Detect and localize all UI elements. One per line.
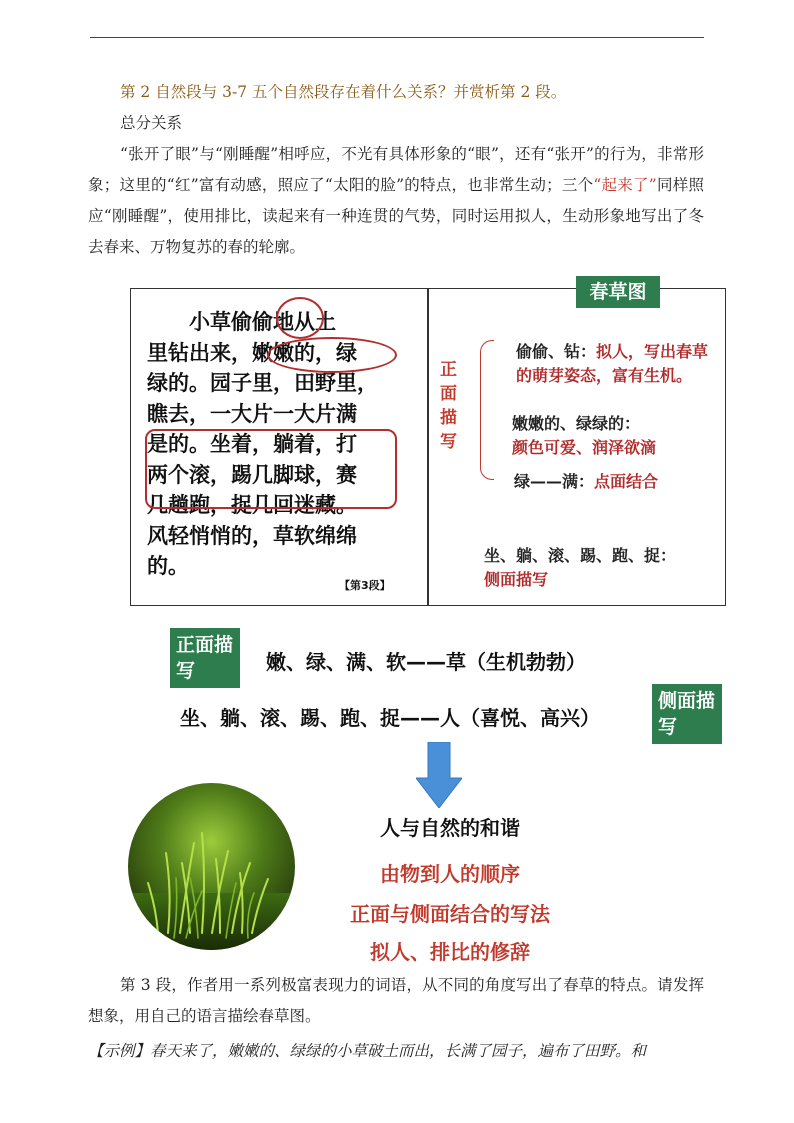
item1 xyxy=(516,340,716,388)
side-words: 坐、躺、滚、踢、跑、捉： xyxy=(484,546,677,565)
poem-line: 绿的。园子里，田野里， xyxy=(147,370,378,395)
poem-line: 小草偷偷地从土 xyxy=(147,309,336,334)
highlight-box xyxy=(145,429,397,509)
grass-photo xyxy=(128,783,295,950)
item2-note: 颜色可爱、润泽欲滴 xyxy=(512,438,657,457)
side-note: 侧面描写 xyxy=(484,570,549,589)
poem-line: 几趟跑，捉几回迷藏。 xyxy=(147,492,357,517)
poem-tag: 【第3段】 xyxy=(339,579,391,592)
item3 xyxy=(514,470,714,494)
item1-words: 偷偷、钻： xyxy=(516,342,597,361)
example-paragraph: 【示例】春天来了，嫩嫩的、绿绿的小草破土而出，长满了园子，遍布了田野。和 xyxy=(88,1042,647,1060)
summary-row-grass: 嫩、绿、满、软——草（生机勃勃） xyxy=(266,650,586,674)
side-item xyxy=(484,544,714,592)
highlight-circle xyxy=(276,297,324,339)
harmony-heading: 人与自然的和谐 xyxy=(380,816,520,840)
side-badge: 侧面描写 xyxy=(652,684,722,744)
analysis-part2: 同样照应“刚睡醒”，使用排比，读起来有一种连贯的气势，同时运用拟人，生动形象地写出了冬去春来、万物复苏的春的轮廓。 xyxy=(88,176,704,256)
analysis-paragraph xyxy=(88,139,704,263)
poem-line: 风轻悄悄的，草软绵绵 xyxy=(147,522,357,548)
front-badge: 正面描写 xyxy=(170,628,240,688)
front-description-label: 正面描写 xyxy=(440,360,457,452)
poem-line: 两个滚，踢几脚球，赛 xyxy=(147,461,357,487)
down-arrow-icon xyxy=(416,742,462,808)
point-method: 正面与侧面结合的写法 xyxy=(350,902,550,926)
poem-line: 里钻出来，嫩嫩的，绿 xyxy=(147,339,357,365)
point-order: 由物到人的顺序 xyxy=(380,862,520,886)
table-divider xyxy=(427,289,429,605)
poem-line: 的。 xyxy=(147,553,189,578)
question-text: 第 2 自然段与 3-7 五个自然段存在着什么关系？并赏析第 2 段。 xyxy=(120,83,567,101)
item3-note: 点面结合 xyxy=(594,472,659,491)
poem-line: 瞧去，一大片一大片满 xyxy=(147,400,357,426)
task-paragraph: 第 3 段，作者用一系列极富表现力的词语，从不同的角度写出了春草的特点。请发挥想象，用自己的语言描绘春草图。 xyxy=(88,976,704,1025)
analysis-part1: “张开了眼”与“刚睡醒”相呼应，不光有具体形象的“眼”，还有“张开”的行为，非常形象；这里的“红”富有动感，照应了“太阳的脸”的特点，也非常生动；三个 xyxy=(88,145,704,194)
point-rhetoric: 拟人、排比的修辞 xyxy=(370,940,530,964)
highlight-ellipse xyxy=(267,337,397,373)
header-rule xyxy=(90,37,704,38)
item2 xyxy=(512,412,712,460)
item2-words: 嫩嫩的、绿绿的： xyxy=(512,414,641,433)
answer-label: 总分关系 xyxy=(120,114,183,132)
brace-shape xyxy=(480,340,494,480)
poem-line: 是的。坐着，躺着，打 xyxy=(147,431,357,456)
spring-grass-title: 春草图 xyxy=(576,276,660,308)
analysis-highlight: “起来了” xyxy=(593,176,657,194)
item1-note: 拟人，写出春草的萌芽姿态，富有生机。 xyxy=(516,342,709,385)
item3-words: 绿——满： xyxy=(514,472,595,491)
summary-row-people: 坐、躺、滚、踢、跑、捉——人（喜悦、高兴） xyxy=(180,706,600,730)
